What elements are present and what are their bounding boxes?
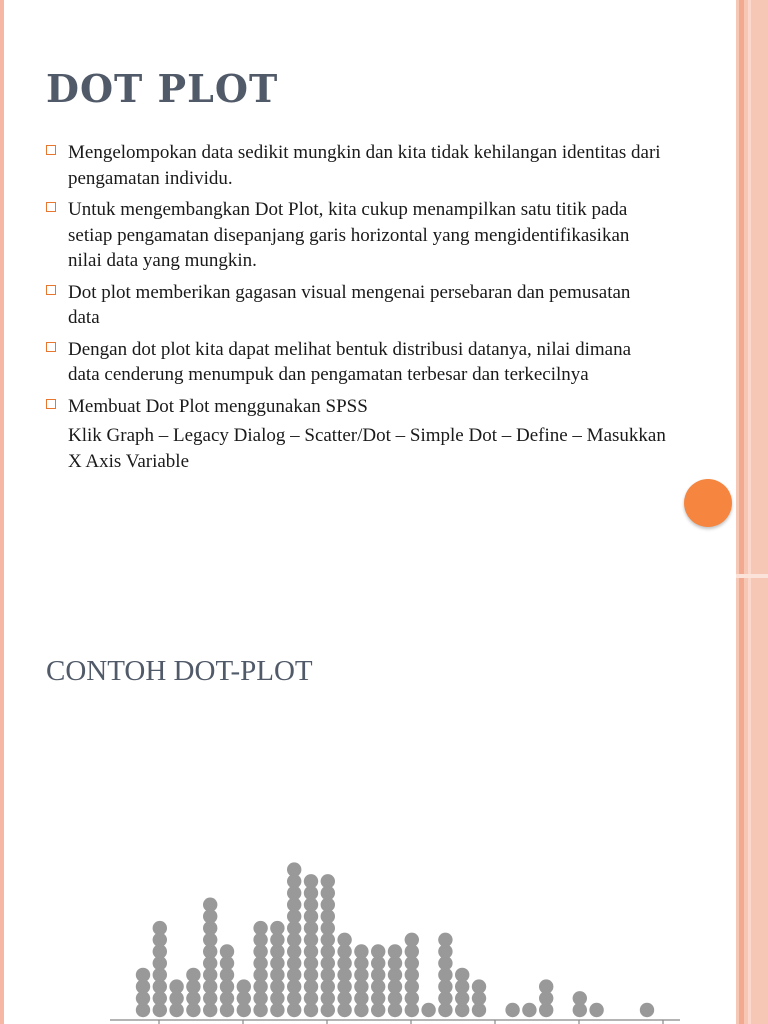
dot-point (589, 1003, 603, 1017)
dot-point (203, 898, 217, 912)
dot-point (237, 979, 251, 993)
dot-point (472, 979, 486, 993)
dot-point (270, 921, 284, 935)
dot-point (388, 944, 402, 958)
dot-point (321, 874, 335, 888)
left-border (0, 0, 4, 1024)
section-title: CONTOH DOT-PLOT (46, 655, 313, 687)
bullet-item: Untuk mengembangkan Dot Plot, kita cukup menampilkan satu titik pada setiap pengamatan disepanjang garis horizontal yang mengidentifikasikan nilai data yang mungkin. (46, 197, 666, 274)
band-stripe (739, 0, 744, 1024)
bullet-square-icon (46, 202, 56, 212)
bullet-square-icon (46, 399, 56, 409)
dot-point (136, 968, 150, 982)
dot-point (186, 968, 200, 982)
dot-point (421, 1003, 435, 1017)
dot-point (522, 1003, 536, 1017)
dot-point (505, 1003, 519, 1017)
dot-point (371, 944, 385, 958)
bullet-list (46, 140, 666, 480)
accent-circle (684, 479, 732, 527)
dot-point (220, 944, 234, 958)
dot-point (153, 921, 167, 935)
dot-point (539, 979, 553, 993)
dot-point (287, 862, 301, 876)
dot-point (304, 874, 318, 888)
slide-title: DOT PLOT (46, 66, 279, 111)
dot-point (337, 933, 351, 947)
dot-point (438, 933, 452, 947)
dot-point (455, 968, 469, 982)
bullet-continuation: Klik Graph – Legacy Dialog – Scatter/Dot – Simple Dot – Define – Masukkan X Axis Variable (68, 425, 666, 472)
bullet-item: Dengan dot plot kita dapat melihat bentuk distribusi datanya, nilai dimana data cenderung menumpuk dan pengamatan terbesar dan terkecilnya (46, 337, 666, 388)
bullet-square-icon (46, 145, 56, 155)
bullet-square-icon (46, 342, 56, 352)
dot-plot-chart (100, 780, 690, 1024)
bullet-item: Membuat Dot Plot menggunakan SPSS (46, 394, 666, 420)
dot-point (640, 1003, 654, 1017)
bullet-item: Dot plot memberikan gagasan visual mengenai persebaran dan pemusatan data (46, 280, 666, 331)
bullet-square-icon (46, 285, 56, 295)
right-decorative-band (736, 0, 768, 1024)
band-stripe (748, 0, 751, 1024)
slide-divider (736, 574, 768, 578)
dot-point (573, 991, 587, 1005)
dot-point (253, 921, 267, 935)
dot-point (169, 979, 183, 993)
dot-point (405, 933, 419, 947)
bullet-item: Mengelompokan data sedikit mungkin dan kita tidak kehilangan identitas dari pengamatan individu. (46, 140, 666, 191)
dot-point (354, 944, 368, 958)
